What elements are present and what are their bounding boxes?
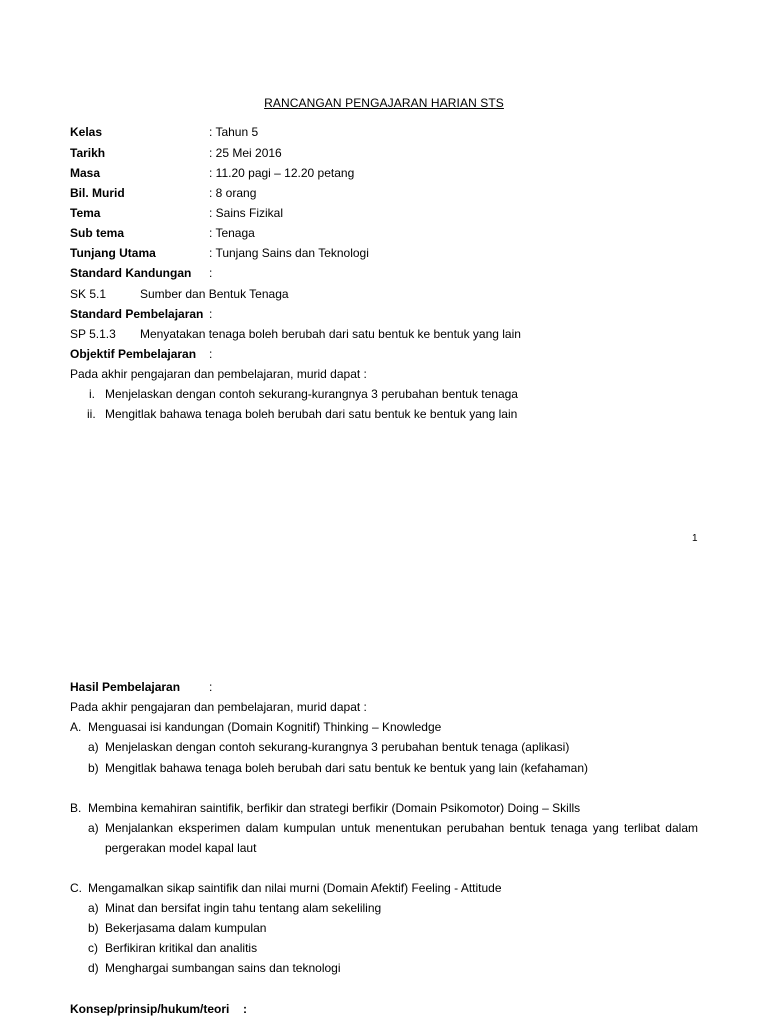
list-item-text: Berfikiran kritikal dan analitis — [105, 941, 258, 955]
list-item-marker: a) — [88, 901, 99, 915]
objektif-item-text: Mengitlak bahawa tenaga boleh berubah dari satu bentuk ke bentuk yang lain — [105, 407, 518, 421]
info-label-tarikh: Tarikh — [70, 146, 106, 160]
info-value-kelas: : Tahun 5 — [209, 125, 259, 139]
standard-pembelajaran-colon: : — [209, 307, 213, 321]
standard-kandungan-text: Sumber dan Bentuk Tenaga — [140, 287, 289, 301]
list-item-marker: c) — [88, 941, 98, 955]
standard-kandungan-code: SK 5.1 — [70, 287, 107, 301]
info-value-tema: : Sains Fizikal — [209, 206, 284, 220]
hasil-intro: Pada akhir pengajaran dan pembelajaran, murid dapat : — [70, 700, 367, 714]
info-value-bil-murid: : 8 orang — [209, 186, 257, 200]
info-value-tarikh: : 25 Mei 2016 — [209, 146, 282, 160]
list-item-marker: d) — [88, 961, 99, 975]
document-page-2 — [0, 560, 768, 1024]
objektif-item-marker: ii. — [87, 407, 96, 421]
section-a-heading: Menguasai isi kandungan (Domain Kognitif) Thinking – Knowledge — [88, 720, 442, 734]
standard-pembelajaran-code: SP 5.1.3 — [70, 327, 116, 341]
section-a-marker: A. — [70, 720, 82, 734]
list-item-marker: b) — [88, 761, 99, 775]
list-item-text: Minat dan bersifat ingin tahu tentang alam sekeliling — [105, 901, 382, 915]
list-item-continuation: pergerakan model kapal laut — [105, 841, 257, 855]
objektif-colon: : — [209, 347, 213, 361]
info-label-tema: Tema — [70, 206, 101, 220]
page-number: 1 — [692, 533, 698, 544]
list-item-marker: a) — [88, 821, 99, 835]
objektif-item-text: Menjelaskan dengan contoh sekurang-kurangnya 3 perubahan bentuk tenaga — [105, 387, 518, 401]
list-item-text: Menghargai sumbangan sains dan teknologi — [105, 961, 341, 975]
info-value-sub-tema: : Tenaga — [209, 226, 255, 240]
standard-kandungan-label: Standard Kandungan — [70, 266, 192, 280]
info-value-masa: : 11.20 pagi – 12.20 petang — [209, 166, 355, 180]
objektif-item-marker: i. — [89, 387, 95, 401]
list-item-text: Menjalankan eksperimen dalam kumpulan untuk menentukan perubahan bentuk tenaga yang terlibat dalam — [105, 821, 698, 835]
section-b-marker: B. — [70, 801, 82, 815]
info-value-tunjang-utama: : Tunjang Sains dan Teknologi — [209, 246, 369, 260]
hasil-colon: : — [209, 680, 213, 694]
standard-kandungan-colon: : — [209, 266, 213, 280]
list-item-marker: b) — [88, 921, 99, 935]
list-item-text: Bekerjasama dalam kumpulan — [105, 921, 267, 935]
document-title: RANCANGAN PENGAJARAN HARIAN STS — [264, 96, 504, 110]
konsep-colon: : — [243, 1002, 247, 1016]
hasil-label: Hasil Pembelajaran — [70, 680, 181, 694]
standard-pembelajaran-label: Standard Pembelajaran — [70, 307, 204, 321]
objektif-label: Objektif Pembelajaran — [70, 347, 197, 361]
info-label-masa: Masa — [70, 166, 101, 180]
info-label-bil-murid: Bil. Murid — [70, 186, 125, 200]
standard-pembelajaran-text: Menyatakan tenaga boleh berubah dari satu bentuk ke bentuk yang lain — [140, 327, 521, 341]
konsep-label: Konsep/prinsip/hukum/teori — [70, 1002, 230, 1016]
section-c-heading: Mengamalkan sikap saintifik dan nilai murni (Domain Afektif) Feeling - Attitude — [88, 881, 502, 895]
info-label-sub-tema: Sub tema — [70, 226, 125, 240]
list-item-marker: a) — [88, 740, 99, 754]
section-b-heading: Membina kemahiran saintifik, berfikir dan strategi berfikir (Domain Psikomotor) Doing – Skills — [88, 801, 581, 815]
list-item-text: Mengitlak bahawa tenaga boleh berubah dari satu bentuk ke bentuk yang lain (kefahaman) — [105, 761, 588, 775]
list-item-text: Menjelaskan dengan contoh sekurang-kurangnya 3 perubahan bentuk tenaga (aplikasi) — [105, 740, 570, 754]
objektif-intro: Pada akhir pengajaran dan pembelajaran, murid dapat : — [70, 367, 367, 381]
info-label-tunjang-utama: Tunjang Utama — [70, 246, 156, 260]
info-label-kelas: Kelas — [70, 125, 103, 139]
section-c-marker: C. — [70, 881, 82, 895]
